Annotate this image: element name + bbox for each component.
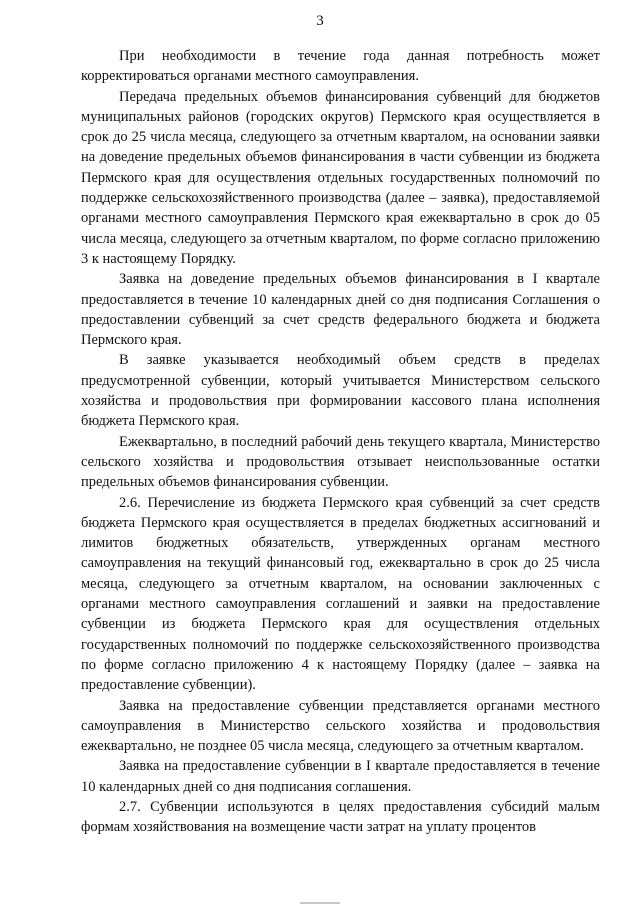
scan-edge-marks bbox=[0, 899, 640, 905]
paragraph-3: Заявка на доведение предельных объемов финансирования в I квартале предоставляется в течение 10 календарных дней со дня подписания Соглашения о предоставлении субвенций за счет средств федерального бюджета и бюджета Пермского края. bbox=[81, 271, 600, 349]
paragraph-1: При необходимости в течение года данная потребность может корректироваться органами местного самоуправления. bbox=[81, 48, 600, 85]
paragraph-8: Заявка на предоставление субвенции в I квартале предоставляется в течение 10 календарных дней со дня подписания соглашения. bbox=[81, 758, 600, 795]
paragraph-6: 2.6. Перечисление из бюджета Пермского края субвенций за счет средств бюджета Пермского края осуществляется в пределах бюджетных ассигнований и лимитов бюджетных обязательств, утвержденных органам местного самоуправления на текущий финансовый год, ежеквартально в срок до 25 числа месяца, следующего за отчетным кварталом, на основании заключенных с органами местного самоуправления соглашений и заявки на предоставление субвенции из бюджета Пермского края для осуществления отдельных государственных полномочий по поддержке сельскохозяйственного производства по форме согласно приложению 4 к настоящему Порядку (далее – заявка на предоставление субвенции). bbox=[81, 494, 600, 694]
scan-mark bbox=[300, 902, 340, 904]
paragraph-4: В заявке указывается необходимый объем средств в пределах предусмотренной субвенции, который учитывается Министерством сельского хозяйства и продовольствия при формировании кассового плана исполнения бюджета Пермского края. bbox=[81, 352, 600, 430]
page-number: 3 bbox=[316, 13, 324, 29]
paragraph-5: Ежеквартально, в последний рабочий день текущего квартала, Министерство сельского хозяйства и продовольствия отзывает неиспользованные остатки предельных объемов финансирования субвенции. bbox=[81, 433, 600, 491]
document-body bbox=[81, 46, 600, 838]
paragraph-2: Передача предельных объемов финансирования субвенций для бюджетов муниципальных районов (городских округов) Пермского края осуществляется в срок до 25 числа месяца, следующего за отчетным кварталом, на основании заявки на доведение предельных объемов финансирования в части субвенции из бюджета Пермского края для осуществления отдельных государственных полномочий по поддержке сельскохозяйственного производства (далее – заявка), предоставляемой органами местного самоуправления Пермского края ежеквартально в срок до 05 числа месяца, следующего за отчетным кварталом, по форме согласно приложению 3 к настоящему Порядку. bbox=[81, 88, 600, 267]
paragraph-7: Заявка на предоставление субвенции представляется органами местного самоуправления в Министерство сельского хозяйства и продовольствия ежеквартально, не позднее 05 числа месяца, следующего за отчетным кварталом. bbox=[81, 697, 600, 755]
paragraph-9: 2.7. Субвенции используются в целях предоставления субсидий малым формам хозяйствования на возмещение части затрат на уплату процентов bbox=[81, 798, 600, 836]
